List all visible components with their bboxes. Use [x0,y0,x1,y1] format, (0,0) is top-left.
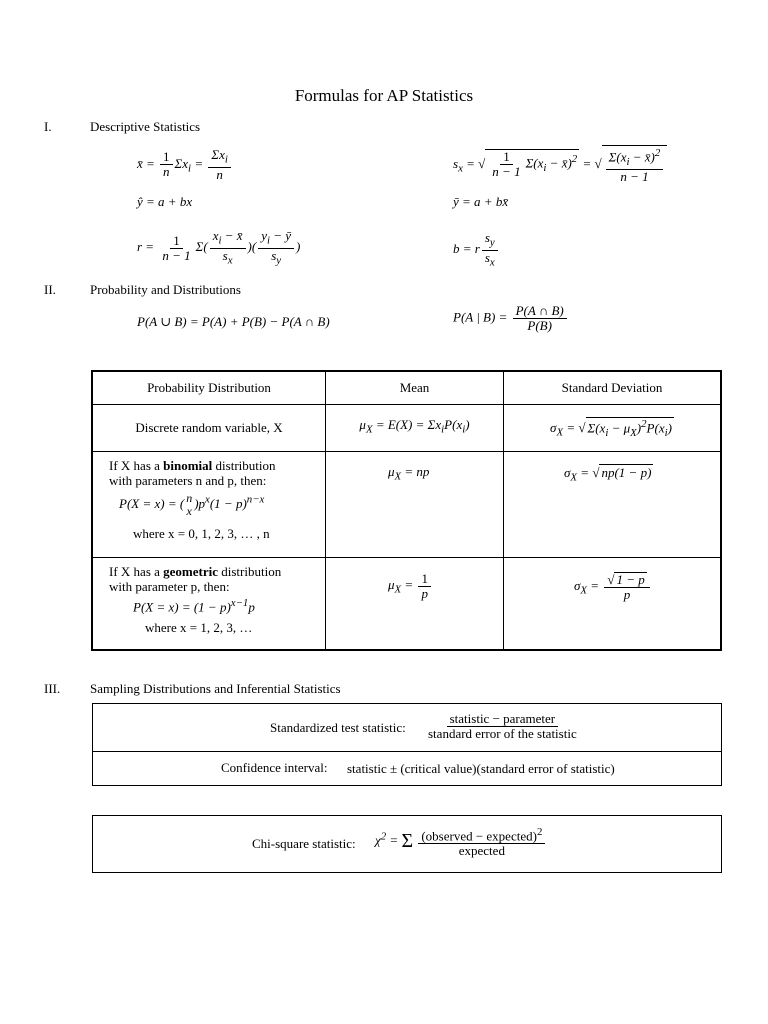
table-cell: $\sigma_X$ = $\frac{√ 1 - p}{p}$ [504,558,722,650]
table-cell: $\mu_X$ = np [326,452,504,558]
ci-label: Confidence interval: [221,760,328,775]
cell-text: If X has a [109,564,164,579]
table-cell [92,405,326,452]
standardized-denominator: standard error of the statistic [428,726,577,741]
table-cell: $\mu_X = E(X) = \Sigma x_iP(x_i)$ [326,405,504,452]
chi-denominator: expected [458,843,505,859]
table-header: Mean [326,371,504,405]
formula-union: P(A ∪ B) = P(A) + P(B) − P(A ∩ B) [137,314,330,329]
cell-text: with parameter p, then: [109,579,230,594]
formula-slope: b = r $\frac{s_y}{s_x}$ [453,231,500,269]
formula-sd: $s_x$ = √ $\frac{1}{n - 1}$ $\Sigma(x_i$ − x̄)$^2$ = √ $\frac{\Sigma(x_i - x̄)^2}{n - 1}$ [453,145,667,184]
formula-regression: ŷ = a + bx [137,194,193,209]
table-row [92,405,721,452]
cell-text: distribution [218,564,282,579]
table-cell: If X has a binomial distribution with parameters n and p, then: P(X = x) = ( n x )$p^x(1 - p)^{n-x}$ where x = 0, 1, 2, 3, … , n [92,452,326,558]
table-row [92,558,721,650]
section-title: Sampling Distributions and Inferential Statistics [90,681,341,696]
table-row [92,452,721,558]
cell-text-bold: binomial [163,458,213,473]
formula-conditional: P(A | B) = $\frac{P(A \cap B)}{P(B)}$ [453,304,569,333]
table-header: Probability Distribution [92,371,326,405]
section-number: II. [44,282,56,297]
cell-text: where x = 0, 1, 2, 3, … , n [133,526,270,541]
cell-text: where x = 1, 2, 3, … [145,620,253,636]
table-header: Standard Deviation [504,371,722,405]
formula-ybar: ȳ = a + bx̄ [453,194,509,209]
table-cell: $\sigma_X$ = √ np(1 − p) [504,452,722,558]
inferential-box [92,703,722,786]
section-number: III. [44,681,61,696]
chi-square-box [92,815,722,873]
cell-text: Discrete random variable, X [135,420,283,435]
formula-correlation: r = $\frac{1}{n - 1}$ Σ( $\frac{x_i - x̄}{s_x}$ )( $\frac{y_i - ȳ}{s_y}$ ) [137,228,301,267]
section-title: Descriptive Statistics [90,119,201,134]
probability-table [91,370,722,651]
table-cell: $\sigma_X$ = √ $\Sigma(x_i - \mu_X)^2P(x_i)$ [504,405,722,452]
section-title: Probability and Distributions [90,282,241,297]
standardized-formula [425,712,580,741]
cell-text: distribution [212,458,276,473]
chi-formula: $\chi^2 = \Sigma$ $\frac{(observed - expected)^2}{\text{expected}}$ [375,825,547,858]
table-cell: $\mu_X$ = $\frac{1}{p}$ [326,558,504,650]
page-title: Formulas for AP Statistics [294,86,474,105]
cell-text-bold: geometric [163,564,219,579]
cell-text: If X has a [109,458,164,473]
standardized-label: Standardized test statistic: [270,720,406,735]
divider [93,751,721,752]
standardized-numerator: statistic − parameter [447,712,559,727]
chi-numerator: (observed − expected) [421,828,537,844]
chi-label: Chi-square statistic: [252,836,356,851]
cell-text: with parameters n and p, then: [109,473,267,488]
ci-formula: statistic ± (critical value)(standard error of statistic) [347,761,615,776]
section-number: I. [44,119,52,134]
formula-mean: x̄ = $\frac{1}{n}$ $\Sigma x_i$ = $\frac{\Sigma x_i}{n}$ [137,148,233,182]
table-cell: If X has a geometric distribution with parameter p, then: $P(X = x) = (1 - p)^{x-1}p$ where x = 1, 2, 3, … [92,558,326,650]
